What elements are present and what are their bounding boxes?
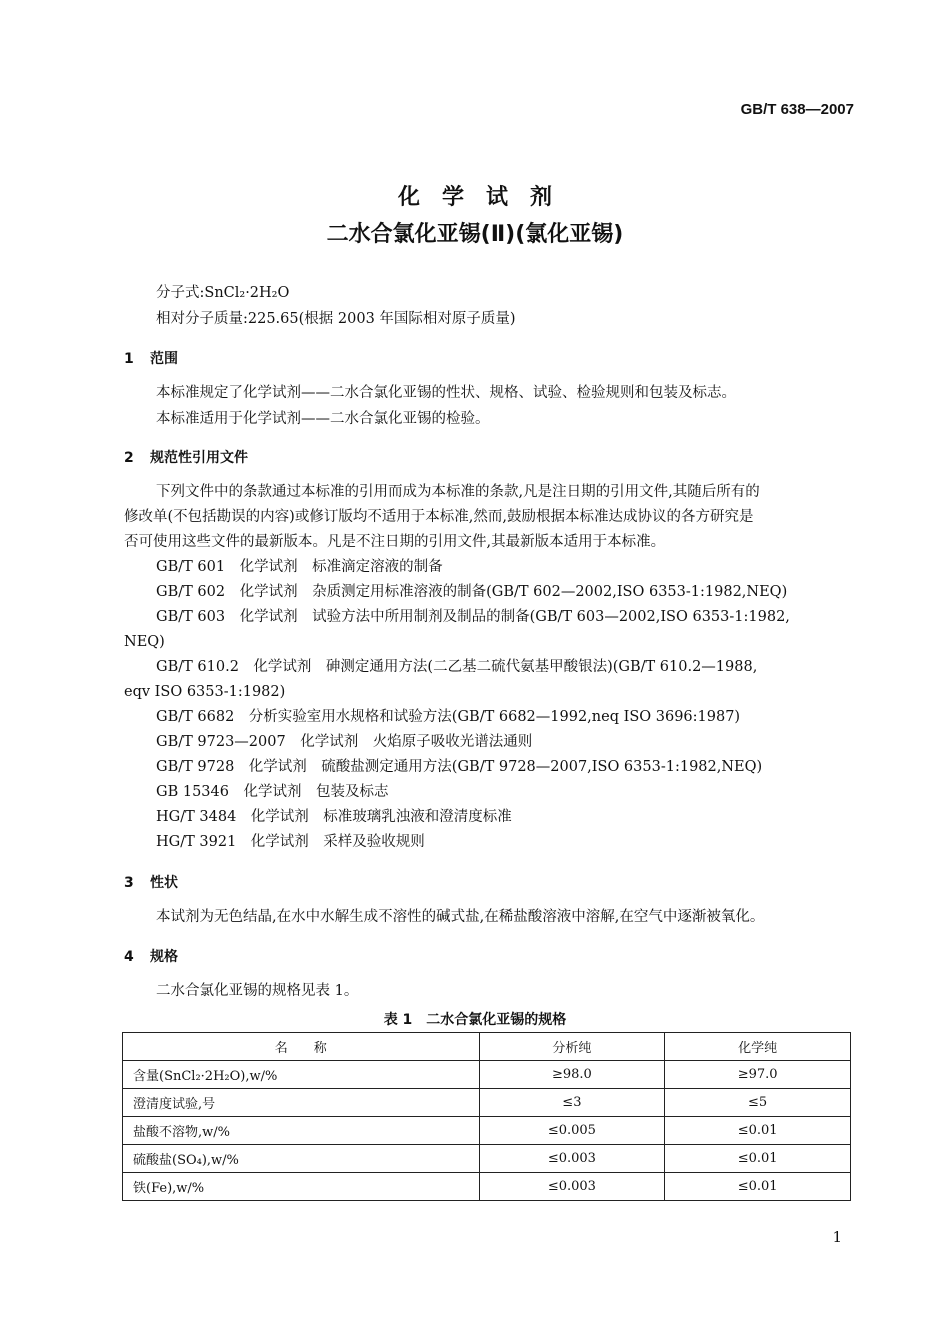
cell-item: 盐酸不溶物,w/%	[123, 1117, 480, 1145]
cell-chemical: ≤0.01	[665, 1173, 851, 1201]
reference-item: GB/T 9728 化学试剂 硫酸盐测定通用方法(GB/T 9728—2007,ISO 6353-1:1982,NEQ)	[156, 759, 763, 775]
cell-analytical: ≤0.003	[479, 1145, 665, 1173]
section-1-number: 1	[124, 351, 134, 367]
section-1-title: 范围	[150, 351, 178, 367]
section-2-intro-line: 否可使用这些文件的最新版本。凡是不注日期的引用文件,其最新版本适用于本标准。	[124, 534, 666, 550]
cell-chemical: ≤0.01	[665, 1145, 851, 1173]
header-name: 名 称	[123, 1033, 480, 1061]
cell-chemical: ≥97.0	[665, 1061, 851, 1089]
section-4-paragraph: 二水合氯化亚锡的规格见表 1。	[156, 983, 359, 999]
section-4-title: 规格	[150, 949, 178, 965]
cell-chemical: ≤5	[665, 1089, 851, 1117]
section-3-title: 性状	[150, 875, 178, 891]
table-row	[123, 1117, 851, 1145]
standard-code: GB/T 638—2007	[740, 101, 854, 118]
header-analytical-grade: 分析纯	[479, 1033, 665, 1061]
cell-analytical: ≤3	[479, 1089, 665, 1117]
reference-item: HG/T 3484 化学试剂 标准玻璃乳浊液和澄清度标准	[156, 809, 512, 825]
reference-item: GB/T 603 化学试剂 试验方法中所用制剂及制品的制备(GB/T 603—2002,ISO 6353-1:1982,	[156, 609, 790, 625]
section-4-number: 4	[124, 949, 134, 965]
header-chemical-grade: 化学纯	[665, 1033, 851, 1061]
table-header-row	[123, 1033, 851, 1061]
section-3-heading	[124, 872, 178, 892]
molecular-mass: 相对分子质量:225.65(根据 2003 年国际相对原子质量)	[156, 311, 516, 327]
section-3-paragraph: 本试剂为无色结晶,在水中水解生成不溶性的碱式盐,在稀盐酸溶液中溶解,在空气中逐渐被氧化。	[156, 909, 765, 925]
reference-item: GB/T 6682 分析实验室用水规格和试验方法(GB/T 6682—1992,neq ISO 3696:1987)	[156, 709, 741, 725]
cell-analytical: ≥98.0	[479, 1061, 665, 1089]
title-category: 化学试剂	[397, 185, 574, 210]
table-caption: 表 1 二水合氯化亚锡的规格	[383, 1012, 567, 1028]
section-1-heading	[124, 348, 178, 368]
section-2-number: 2	[124, 450, 134, 466]
table-row	[123, 1145, 851, 1173]
cell-analytical: ≤0.005	[479, 1117, 665, 1145]
reference-item: GB/T 9723—2007 化学试剂 火焰原子吸收光谱法通则	[156, 734, 533, 750]
cell-item: 硫酸盐(SO₄),w/%	[123, 1145, 480, 1173]
reference-item: HG/T 3921 化学试剂 采样及验收规则	[156, 834, 425, 850]
section-3-number: 3	[124, 875, 134, 891]
section-1-paragraph-2: 本标准适用于化学试剂——二水合氯化亚锡的检验。	[156, 411, 490, 427]
section-2-title: 规范性引用文件	[150, 450, 248, 466]
table-row	[123, 1089, 851, 1117]
reference-item: GB/T 602 化学试剂 杂质测定用标准溶液的制备(GB/T 602—2002,ISO 6353-1:1982,NEQ)	[156, 584, 788, 600]
reference-item: GB/T 601 化学试剂 标准滴定溶液的制备	[156, 559, 443, 575]
cell-analytical: ≤0.003	[479, 1173, 665, 1201]
cell-item: 澄清度试验,号	[123, 1089, 480, 1117]
section-1-paragraph-1: 本标准规定了化学试剂——二水合氯化亚锡的性状、规格、试验、检验规则和包装及标志。	[156, 385, 736, 401]
title-reagent-name: 二水合氯化亚锡(Ⅱ)(氯化亚锡)	[326, 222, 624, 247]
reference-item-continuation: eqv ISO 6353-1:1982)	[124, 684, 286, 700]
section-4-heading	[124, 946, 178, 966]
cell-item: 铁(Fe),w/%	[123, 1173, 480, 1201]
reference-item: GB/T 610.2 化学试剂 砷测定通用方法(二乙基二硫代氨基甲酸银法)(GB/T 610.2—1988,	[156, 659, 758, 675]
molecular-formula: 分子式:SnCl₂·2H₂O	[156, 285, 290, 301]
reference-item: GB 15346 化学试剂 包装及标志	[156, 784, 389, 800]
section-2-heading	[124, 447, 248, 467]
cell-item: 含量(SnCl₂·2H₂O),w/%	[123, 1061, 480, 1089]
cell-chemical: ≤0.01	[665, 1117, 851, 1145]
page-number: 1	[832, 1228, 842, 1246]
section-2-intro-line: 下列文件中的条款通过本标准的引用而成为本标准的条款,凡是注日期的引用文件,其随后所有的	[156, 484, 760, 500]
specification-table	[122, 1032, 851, 1201]
reference-item-continuation: NEQ)	[124, 634, 165, 650]
section-2-intro-line: 修改单(不包括勘误的内容)或修订版均不适用于本标准,然而,鼓励根据本标准达成协议的各方研究是	[124, 509, 754, 525]
table-row	[123, 1173, 851, 1201]
table-row	[123, 1061, 851, 1089]
